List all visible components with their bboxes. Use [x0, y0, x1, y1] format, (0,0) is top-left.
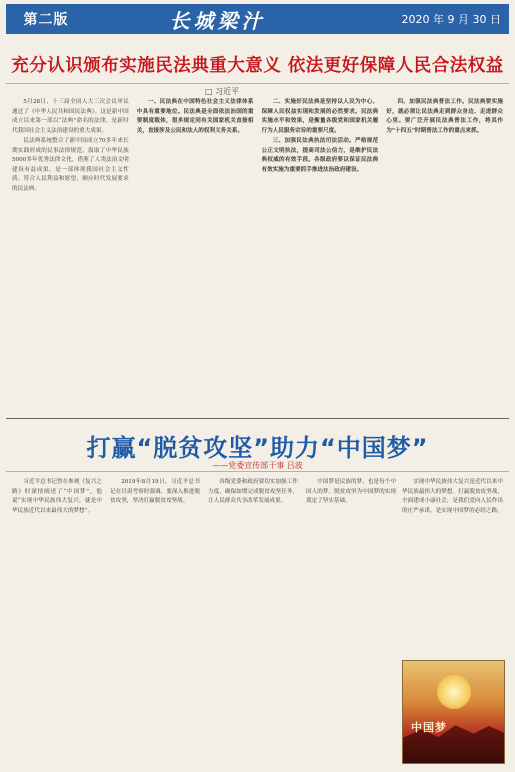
china-dream-photo: [402, 660, 505, 764]
article1-column-3: [262, 98, 379, 413]
article2-column-4: [306, 478, 396, 768]
article1-headline: 充分认识颁布实施民法典重大意义 依法更好保障人民合法权益: [11, 56, 504, 76]
sunrise-graphic: [437, 675, 471, 709]
article2-column-2: [110, 478, 200, 768]
paragraph: 民法典系统整合了新中国成立70多年来长期实践形成的民事法律规范，汲取了中华民族5000多年优秀法律文化，借鉴了人类法治文明建设有益成果，是一部体现我国社会主义性质、符合人民利益和愿望、顺应时代发展要求的民法典。: [12, 138, 129, 192]
article1-column-4: [386, 98, 503, 413]
article2-body: [12, 478, 396, 768]
section-heading: 二、实施好民法典是坚持以人民为中心、保障人民权益实现和发展的必然要求。民法典实施水平和效果，是衡量各级党和国家机关履行为人民服务宗旨的重要尺度。: [261, 99, 379, 134]
divider: [6, 471, 509, 472]
article2-headline: 打赢“脱贫攻坚”助力“中国梦”: [86, 434, 429, 462]
photo-caption: 中国梦: [411, 721, 447, 734]
section-divider: [6, 418, 509, 419]
paragraph: 中国梦是民族的梦，也是每个中国人的梦。脱贫攻坚为中国梦的实现奠定了坚实基础。: [306, 479, 396, 504]
article1-body: [12, 98, 503, 413]
masthead: [6, 4, 509, 34]
issue-date: 2020 年 9 月 30 日: [401, 13, 501, 26]
article1-column-2: [137, 98, 254, 413]
section-heading: 三、加强民法典执法司法活动。严格规范公正文明执法，提高司法公信力，是维护民法典权威的有效手段。各级政府要以保证民法典有效实施为重要抓手推进法治政府建设。: [261, 138, 379, 173]
article2-right-column: [402, 478, 503, 656]
article2-column-5: [402, 478, 503, 656]
section-heading: 四、加强民法典普法工作。民法典要实施好，就必须让民法典走到群众身边、走进群众心里。要广泛开展民法典普法工作，将其作为“十四五”时期普法工作的重点来抓。: [386, 99, 503, 134]
paragraph: 实现中华民族伟大复兴是近代以来中华民族最伟大的梦想。打赢脱贫攻坚战，全面建成小康社会，是我们党向人民作出的庄严承诺，是实现中国梦的必经之路。: [402, 479, 503, 514]
paragraph: 5月28日，十三届全国人大三次会议审议通过了《中华人民共和国民法典》。这是新中国成立以来第一部以“法典”命名的法律，是新时代我国社会主义法治建设的重大成果。: [12, 99, 129, 134]
paragraph: 各级党委和政府要切实加强工作力度，确保如期完成脱贫攻坚任务，让人民群众共享改革发展成果。: [208, 479, 298, 504]
article1-column-1: [12, 98, 129, 413]
newspaper-name: 长城梁汁: [169, 8, 266, 33]
paragraph: 习近平总书记曾在参观《复兴之路》时深情阐述了“中国梦”，他说“实现中华民族伟大复兴，就是中华民族近代以来最伟大的梦想”。: [12, 479, 102, 514]
article2-column-1: [12, 478, 102, 768]
divider: [6, 83, 509, 84]
article2-byline: ——党委宣传部干事 吕波: [212, 461, 303, 470]
section-heading: 一、民法典在中国特色社会主义法律体系中具有重要地位。民法典是全面依法治国的重要制度载体，很多规定同有关国家机关直接相关，直接涉及公民和法人的权利义务关系。: [136, 99, 254, 134]
article2-column-3: [208, 478, 298, 768]
article1-byline: □ 习近平: [205, 87, 240, 96]
paragraph: 2019年8月19日，习近平总书记在甘肃考察时强调，要深入推进脱贫攻坚，坚决打赢脱贫攻坚战。: [110, 479, 200, 504]
edition-label: 第二版: [23, 12, 69, 28]
